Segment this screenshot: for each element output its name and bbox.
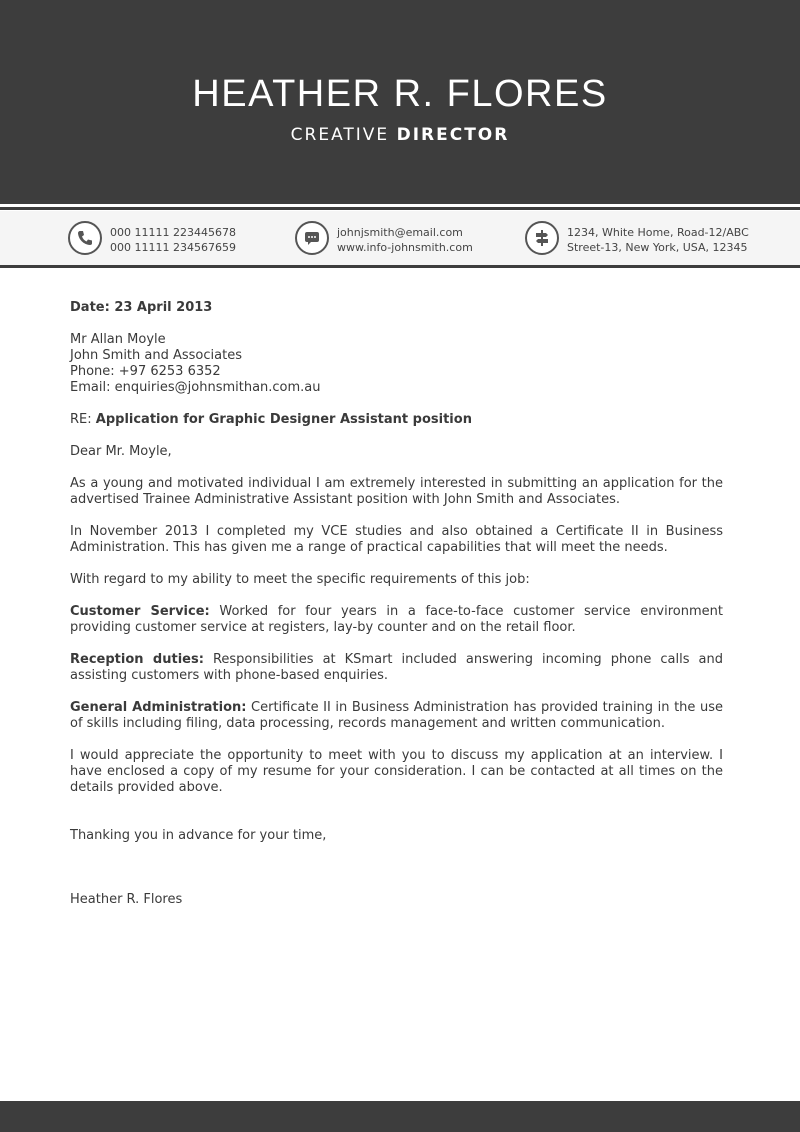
paragraph-interview: I would appreciate the opportunity to meet with you to discuss my application at an interview. I have enclosed a copy of my resume for your consideration. I can be contacted at all times on the details provided above.	[70, 748, 723, 795]
subject-text: Application for Graphic Designer Assistant position	[95, 412, 472, 427]
salutation: Dear Mr. Moyle,	[70, 444, 172, 459]
subject-line	[70, 412, 723, 428]
letter-date: Date: 23 April 2013	[70, 300, 213, 315]
item-customer-service	[70, 604, 723, 636]
website-line: www.info-johnsmith.com	[337, 241, 473, 254]
signature-name: Heather R. Flores	[70, 892, 183, 907]
job-title-light: CREATIVE	[290, 125, 390, 145]
item-text: Responsibilities at KSmart included answering incoming phone calls and assisting customers with phone-based enquiries.	[70, 652, 723, 683]
item-reception-duties	[70, 652, 723, 684]
recipient-name: Mr Allan Moyle	[70, 332, 166, 347]
recipient-phone: Phone: +97 6253 6352	[70, 364, 221, 379]
job-title	[0, 124, 800, 146]
item-label: General Administration:	[70, 700, 247, 715]
contact-bar	[0, 211, 800, 265]
phone-line-1: 000 11111 223445678	[110, 226, 236, 239]
recipient-email: Email: enquiries@johnsmithan.com.au	[70, 380, 321, 395]
header-banner	[0, 0, 800, 204]
letter-body	[70, 300, 723, 924]
email-line: johnjsmith@email.com	[337, 226, 463, 239]
closing-line: Thanking you in advance for your time,	[70, 828, 327, 843]
phone-icon	[68, 221, 102, 255]
address-line-1: 1234, White Home, Road-12/ABC	[567, 226, 749, 239]
item-general-administration	[70, 700, 723, 732]
paragraph-intro: As a young and motivated individual I am extremely interested in submitting an application for the advertised Trainee Administrative Assistant position with John Smith and Associates.	[70, 476, 723, 507]
item-text: Certificate II in Business Administration has provided training in the use of skills including filing, data processing, records management and written communication.	[70, 700, 723, 731]
address-line-2: Street-13, New York, USA, 12345	[567, 241, 748, 254]
item-label: Reception duties:	[70, 652, 204, 667]
subject-prefix: RE:	[70, 412, 96, 427]
paragraph-education: In November 2013 I completed my VCE studies and also obtained a Certificate II in Business Administration. This has given me a range of practical capabilities that will meet the needs.	[70, 524, 723, 555]
item-label: Customer Service:	[70, 604, 210, 619]
phone-line-2: 000 11111 234567659	[110, 241, 236, 254]
job-title-bold: DIRECTOR	[396, 125, 510, 145]
divider-bottom	[0, 265, 800, 268]
recipient-block	[70, 332, 723, 396]
recipient-company: John Smith and Associates	[70, 348, 242, 363]
applicant-name: HEATHER R. FLORES	[192, 73, 608, 115]
divider-top	[0, 207, 800, 210]
chat-icon	[295, 221, 329, 255]
signpost-icon	[525, 221, 559, 255]
paragraph-requirements: With regard to my ability to meet the specific requirements of this job:	[70, 572, 530, 587]
item-text: Worked for four years in a face-to-face customer service environment providing customer service at registers, lay-by counter and on the retail floor.	[70, 604, 723, 635]
footer-band	[0, 1101, 800, 1132]
